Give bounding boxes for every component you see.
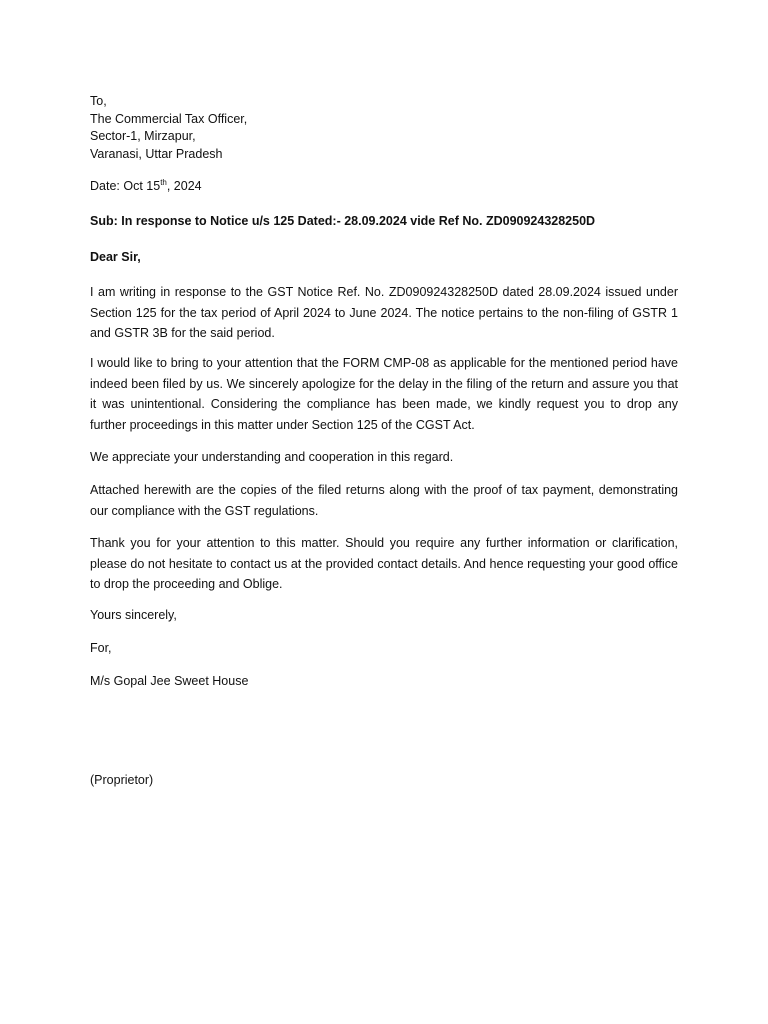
for-label-text: For, — [90, 641, 112, 655]
address-line-3: Varanasi, Uttar Pradesh — [90, 146, 223, 161]
body-paragraph-3: We appreciate your understanding and cooperation in this regard. — [90, 450, 454, 464]
date-superscript: th — [160, 178, 167, 187]
for-label — [90, 640, 678, 658]
body-paragraph-2: I would like to bring to your attention that the FORM CMP-08 as applicable for the mentioned period have indeed been filed by us. We sincerely apologize for the delay in the filing of the return and assure you that it was unintentional. Considering the compliance has been made, we kindly request you to drop any further proceedings in this matter under Section 125 of the CGST Act. — [90, 356, 678, 432]
designation-text: (Proprietor) — [90, 773, 154, 787]
sign-off — [90, 607, 678, 625]
address-line-1: The Commercial Tax Officer, — [90, 111, 248, 126]
salutation-text: Dear Sir, — [90, 250, 141, 264]
sign-off-text: Yours sincerely, — [90, 608, 177, 622]
address-to: To, — [90, 94, 107, 108]
salutation — [90, 249, 678, 267]
subject-line — [90, 213, 678, 231]
letter-date — [90, 178, 678, 196]
recipient-address — [90, 93, 678, 163]
body-paragraph-1: I am writing in response to the GST Notice Ref. No. ZD090924328250D dated 28.09.2024 issued under Section 125 for the tax period of April 2024 to June 2024. The notice pertains to the non-filing of GSTR 1 and GSTR 3B for the said period. — [90, 285, 678, 340]
subject-text: Sub: In response to Notice u/s 125 Dated:- 28.09.2024 vide Ref No. ZD090924328250D — [90, 214, 596, 228]
body-paragraph-4: Attached herewith are the copies of the filed returns along with the proof of tax payment, demonstrating our compliance with the GST regulations. — [90, 483, 678, 518]
company-name-text: M/s Gopal Jee Sweet House — [90, 674, 249, 688]
designation — [90, 772, 678, 790]
date-suffix: , 2024 — [166, 179, 202, 193]
date-prefix: Date: Oct 15 — [90, 179, 161, 193]
body-paragraph-5: Thank you for your attention to this matter. Should you require any further information or clarification, please do not hesitate to contact us at the provided contact details. And hence requesting your good office to drop the proceeding and Oblige. — [90, 536, 678, 591]
company-name — [90, 673, 678, 691]
address-line-2: Sector-1, Mirzapur, — [90, 129, 196, 143]
